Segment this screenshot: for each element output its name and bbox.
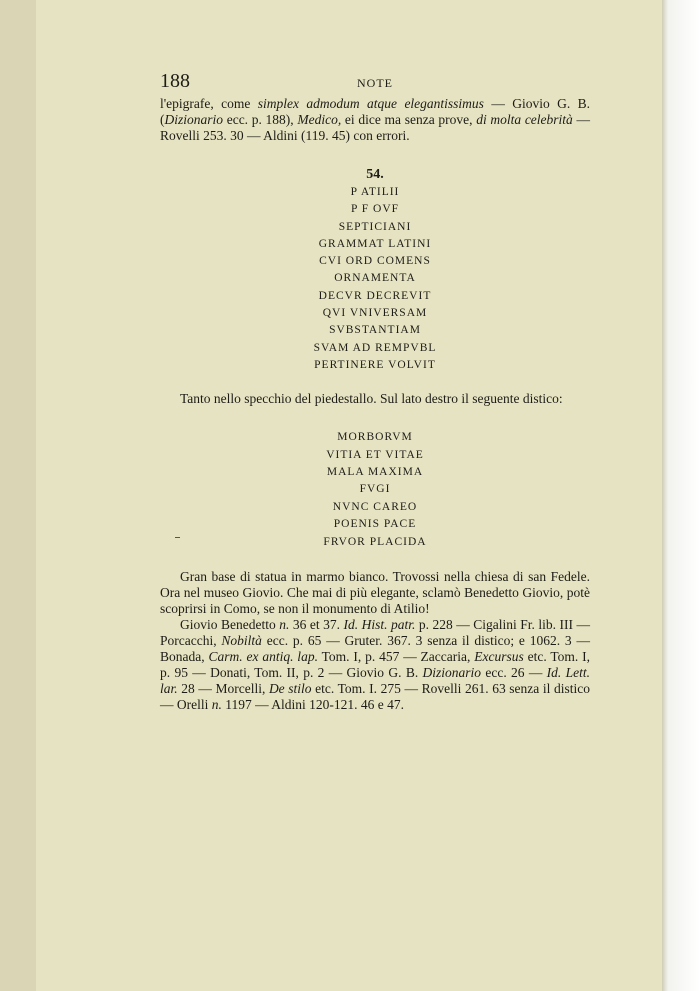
inscription-line: POENIS PACE [333, 518, 417, 531]
inscription-line: NVNC CAREO [332, 500, 418, 513]
text-run: etc. Tom. I, p. 95 — Donati, Tom. II, p. 2 — Giovio G. B. [160, 649, 591, 681]
inscription-number: 54. [366, 167, 384, 182]
inscription-line: VITIA ET VITAE [326, 448, 424, 461]
italic-text: De stilo [268, 681, 312, 697]
italic-text: n. [279, 617, 290, 633]
italic-text: simplex admodum atque elegantissimus [257, 96, 484, 111]
italic-text: Dizionario [422, 665, 482, 681]
inscription-line: MORBORVM [337, 431, 413, 444]
book-page [160, 70, 590, 713]
italic-text: Dizionario [164, 112, 224, 127]
text-run: p. 228 — Cigalini Fr. lib. III — Porcacchi, [160, 617, 590, 649]
inscription-line: SVAM AD REMPVBL [313, 341, 437, 354]
text-run: l'epigrafe, come [160, 96, 258, 111]
inscription-line: DECVR DECREVIT [318, 289, 432, 302]
text-run: 1197 — Aldini 120-121. 46 e 47. [221, 697, 404, 713]
inscription-line: GRAMMAT LATINI [318, 237, 432, 250]
text-run: Tom. I, p. 457 — Zaccaria, [317, 649, 475, 665]
description-paragraph: Gran base di statua in marmo bianco. Trovossi nella chiesa di san Fedele. Ora nel museo Giovio. Che mai di più elegante, sclamò Benedetto Giovio, potè scoprirsi in Como, se non il monumento di Atilio! [160, 569, 590, 617]
intro-paragraph [160, 96, 590, 144]
italic-text: Nobiltà [221, 633, 262, 649]
text-run: Giovio Benedetto [180, 617, 280, 633]
inscription-line: PERTINERE VOLVIT [314, 358, 436, 371]
inscription-line: MALA MAXIMA [326, 466, 424, 479]
text-run: 28 — Morcelli, [177, 681, 269, 697]
inscription-line: FVGI [359, 483, 391, 496]
text-run: etc. Tom. I. 275 — Rovelli 261. 63 senza il distico — Orelli [160, 681, 590, 713]
running-head: NOTE [357, 76, 393, 90]
text-run: 36 et 37. [289, 617, 344, 633]
inscription-line: P ATILII [350, 186, 400, 198]
distich-text [160, 429, 590, 551]
text-run: — Rovelli 253. 30 — Aldini (119. 45) con errori. [160, 112, 591, 143]
italic-text: Excursus [474, 649, 524, 665]
inscription-line: QVI VNIVERSAM [322, 307, 428, 320]
inscription-line: SEPTICIANI [338, 220, 412, 233]
italic-text: Carm. ex antiq. lap. [208, 649, 318, 665]
text-run: — Giovio G. B. ( [160, 96, 590, 127]
inscription-line: FRVOR PLACIDA [323, 535, 427, 548]
inscription-line: SVBSTANTIAM [329, 324, 421, 337]
page-number: 188 [160, 70, 190, 92]
inscription-line: P F OVF [350, 203, 400, 216]
italic-text: n. [211, 697, 222, 713]
page-header [160, 70, 590, 96]
references-paragraph [160, 617, 590, 713]
inscription-line: CVI ORD COMENS [319, 255, 431, 268]
inscription-text [160, 184, 590, 374]
italic-text: Medico, [297, 112, 342, 127]
scan-left-margin [0, 0, 36, 991]
italic-text: Id. Lett. lar. [160, 665, 590, 697]
pedestal-note: Tanto nello specchio del piedestallo. Sul lato destro il seguente distico: [180, 391, 563, 407]
text-run: ecc. 26 — [481, 665, 547, 681]
italic-text: di molta celebrità [476, 112, 573, 127]
text-run: ecc. p. 65 — Gruter. 367. 3 senza il distico; e 1062. 3 — Bonada, [160, 633, 590, 665]
text-run: ecc. p. 188), [223, 112, 298, 127]
inscription-line: ORNAMENTA [334, 272, 416, 285]
italic-text: Id. Hist. patr. [343, 617, 416, 633]
scan-right-edge [662, 0, 700, 991]
text-run: ei dice ma senza prove, [341, 112, 477, 127]
